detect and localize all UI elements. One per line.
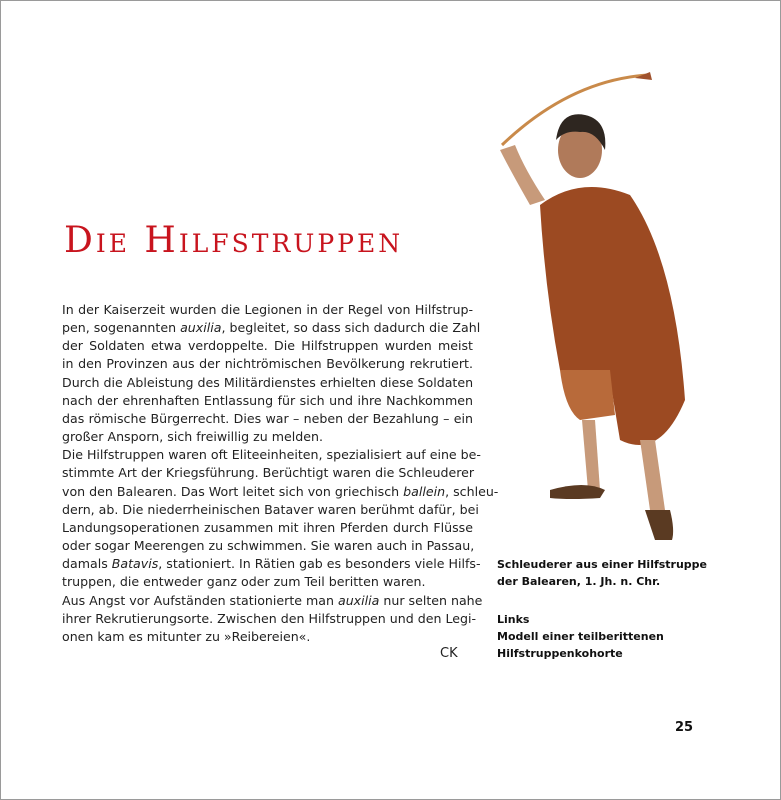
italic-term: ballein — [403, 483, 446, 499]
text-segment: Die Hilfstruppen waren oft Eliteeinheiten, spezialisiert auf eine be- — [62, 447, 481, 463]
text-segment: in den Provinzen aus der nichtrömischen Bevölkerung rekrutiert. — [62, 356, 473, 372]
body-line — [62, 555, 481, 573]
text-segment: ihrer Rekrutierungsorte. Zwischen den Hilfstruppen und den Legi- — [62, 610, 477, 626]
text-segment: großer Ansporn, sich freiwillig zu melden. — [62, 429, 323, 445]
text-segment: damals — [62, 556, 112, 572]
body-line — [62, 446, 481, 464]
tunic — [560, 370, 615, 420]
text-segment: oder sogar Meerengen zu schwimmen. Sie waren auch in Passau, — [62, 538, 475, 554]
text-segment: das römische Bürgerrecht. Dies war – neben der Bezahlung – ein — [62, 410, 473, 426]
body-text — [62, 301, 499, 646]
text-segment: nach der ehrenhaften Entlassung für sich und ihre Nachkommen — [62, 392, 473, 408]
body-line — [62, 483, 499, 501]
side-caption — [497, 611, 664, 662]
text-segment: pen, sogenannten — [62, 320, 181, 336]
right-sandal — [645, 510, 673, 540]
caption-line: Hilfstruppenkohorte — [497, 647, 623, 660]
body-line — [62, 301, 473, 319]
text-segment: Landungsoperationen zusammen mit ihren Pferden durch Flüsse — [62, 519, 473, 535]
author-initials: CK — [440, 646, 458, 661]
text-segment: Durch die Ableistung des Militärdienstes erhielten diese Soldaten — [62, 374, 474, 390]
body-line — [62, 573, 473, 591]
page-number: 25 — [675, 720, 694, 735]
body-line — [62, 501, 479, 519]
italic-term: Batavis — [111, 556, 159, 572]
body-line — [62, 355, 473, 373]
caption-line: Links — [497, 613, 530, 626]
text-segment: nur selten nahe — [379, 592, 483, 608]
caption-line: Schleuderer aus einer Hilfstruppe — [497, 558, 708, 571]
body-line — [62, 537, 473, 555]
left-sandal — [550, 485, 605, 499]
text-segment: , stationiert. In Rätien gab es besonders viele Hilfs- — [158, 556, 481, 572]
italic-term: auxilia — [180, 320, 222, 336]
body-line — [62, 464, 473, 482]
body-line — [62, 592, 483, 610]
text-segment: In der Kaiserzeit wurden die Legionen in der Regel von Hilfstrup- — [62, 302, 473, 317]
body-line — [62, 428, 473, 446]
body-line — [62, 374, 473, 392]
body-line — [62, 337, 473, 355]
body-line — [62, 410, 473, 428]
page-title: Die Hilfstruppen — [64, 220, 404, 262]
text-segment: dern, ab. Die niederrheinischen Bataver waren berühmt dafür, bei — [62, 501, 479, 517]
text-segment: von den Balearen. Das Wort leitet sich von griechisch — [62, 483, 404, 499]
slinger-illustration — [490, 70, 690, 550]
body-line — [62, 610, 477, 628]
text-segment: der Soldaten etwa verdoppelte. Die Hilfstruppen wurden meist — [62, 338, 473, 354]
left-leg — [582, 420, 600, 490]
caption-line: Modell einer teilberittenen — [497, 630, 664, 643]
text-segment: stimmte Art der Kriegsführung. Berüchtigt waren die Schleuderer — [62, 465, 475, 481]
text-segment: , schleu- — [445, 483, 499, 499]
right-leg — [640, 440, 665, 510]
body-line — [62, 392, 473, 410]
caption-line: der Balearen, 1. Jh. n. Chr. — [497, 575, 661, 588]
body-line — [62, 628, 473, 646]
body-line — [62, 519, 473, 537]
raised-arm — [500, 145, 545, 205]
figure-caption — [497, 556, 707, 590]
text-segment: onen kam es mitunter zu »Reibereien«. — [62, 628, 311, 644]
body-line — [62, 319, 481, 337]
text-segment: , begleitet, so dass sich dadurch die Zahl — [221, 320, 481, 336]
italic-term: auxilia — [337, 592, 380, 608]
text-segment: Aus Angst vor Aufständen stationierte man — [62, 592, 338, 608]
text-segment: truppen, die entweder ganz oder zum Teil beritten waren. — [62, 574, 426, 590]
